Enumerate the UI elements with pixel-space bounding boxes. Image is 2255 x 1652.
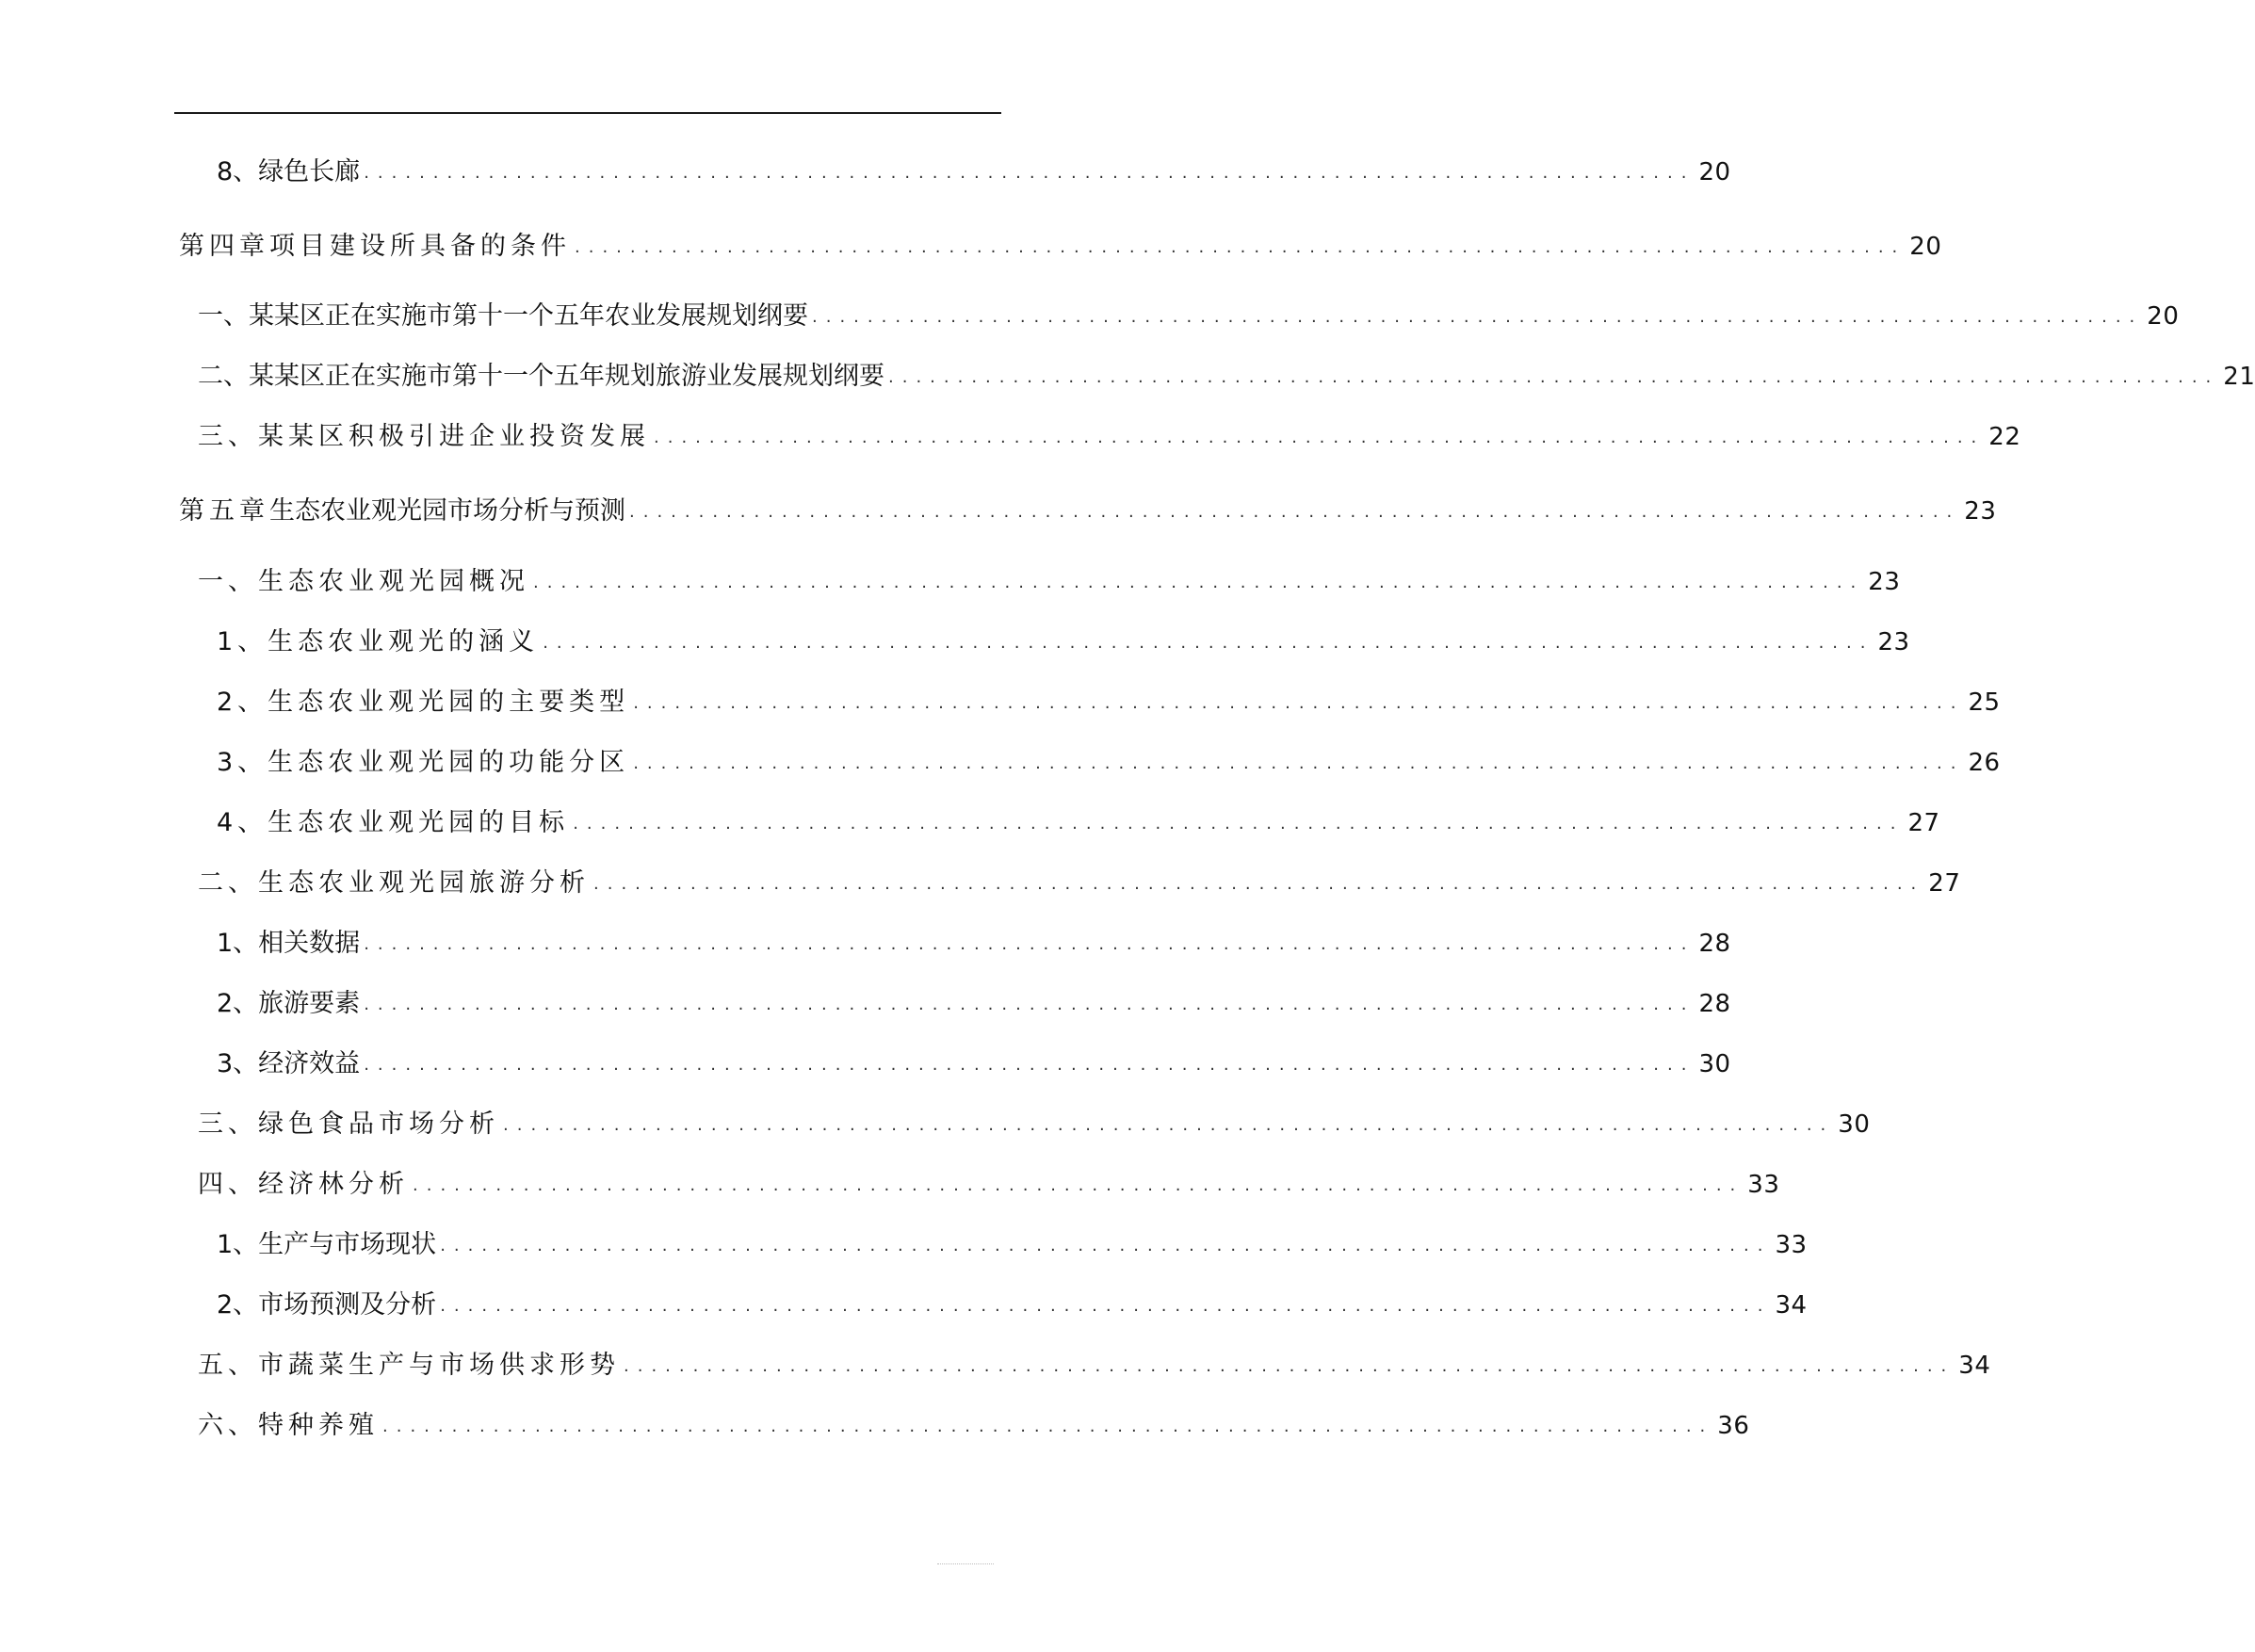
toc-entry[interactable] [198, 300, 2180, 336]
toc-entry-page: 20 [2147, 302, 2180, 331]
toc-entry[interactable] [198, 1409, 1750, 1446]
toc-entry-page: 20 [1909, 233, 1942, 261]
toc-entry-label: 8、绿色长廊 [217, 157, 361, 186]
toc-entry[interactable] [217, 1228, 1808, 1265]
toc-chapter-number: 第四章 [179, 232, 269, 261]
toc-entry-label: 4、生态农业观光园的目标 [217, 808, 570, 837]
toc-leader: ................................................................................................ [575, 237, 1906, 257]
toc-leader: ................................................................................................ [543, 633, 1874, 653]
toc-entry-page: 28 [1698, 930, 1731, 958]
toc-entry[interactable] [217, 806, 1940, 843]
toc-entry-page: 36 [1717, 1412, 1750, 1440]
toc-entry-label: 1、相关数据 [217, 929, 361, 958]
toc-leader: ................................................................................................ [629, 502, 1961, 522]
toc-entry[interactable] [217, 686, 2001, 722]
footer-mark [937, 1563, 994, 1564]
toc-entry-label: 1、生态农业观光的涵义 [217, 627, 540, 656]
toc-entry-page: 26 [1968, 749, 2001, 777]
toc-leader: ................................................................................................ [533, 573, 1865, 592]
toc-entry-label: 3、经济效益 [217, 1049, 361, 1078]
toc-entry[interactable] [217, 746, 2001, 783]
toc-entry[interactable] [217, 625, 1910, 662]
toc-entry-page: 30 [1698, 1050, 1731, 1078]
toc-entry[interactable] [198, 565, 1901, 602]
toc-entry[interactable] [198, 420, 2021, 457]
toc-entry[interactable] [217, 1288, 1808, 1325]
toc-entry[interactable] [198, 866, 1961, 903]
toc-chapter-number: 第五章 [179, 496, 269, 526]
toc-entry[interactable] [198, 1349, 1991, 1385]
toc-chapter-title: 生态农业观光园市场分析与预测 [269, 496, 625, 526]
toc-entry-label: 三、某某区积极引进企业投资发展 [198, 422, 650, 451]
toc-leader: ................................................................................................ [888, 367, 2220, 387]
toc-entry-label: 二、某某区正在实施市第十一个五年规划旅游业发展规划纲要 [198, 362, 884, 391]
toc-entry-label: 一、生态农业观光园概况 [198, 567, 529, 596]
toc-entry-label: 1、生产与市场现状 [217, 1230, 437, 1259]
toc-entry-label: 3、生态农业观光园的功能分区 [217, 748, 630, 777]
toc-leader: ................................................................................................ [413, 1175, 1744, 1195]
toc-leader: ................................................................................................ [382, 1417, 1714, 1436]
toc-entry-page: 33 [1747, 1171, 1780, 1199]
toc-leader: ................................................................................................ [573, 814, 1905, 834]
toc-entry[interactable] [217, 155, 1731, 192]
toc-leader: ................................................................................................ [364, 934, 1695, 954]
toc-leader: ................................................................................................ [812, 307, 2144, 327]
toc-entry-page: 30 [1838, 1110, 1871, 1139]
toc-leader: ................................................................................................ [633, 753, 1965, 773]
toc-entry[interactable] [198, 1108, 1871, 1144]
toc-leader: ................................................................................................ [440, 1296, 1772, 1316]
toc-chapter-title: 项目建设所具备的条件 [269, 232, 571, 261]
toc-leader: ................................................................................................ [593, 874, 1925, 894]
toc-entry-page: 23 [1964, 497, 1997, 526]
toc-entry-label: 一、某某区正在实施市第十一个五年农业发展规划纲要 [198, 301, 808, 331]
toc-entry[interactable] [217, 987, 1731, 1024]
toc-leader: ................................................................................................ [440, 1236, 1772, 1255]
toc-entry-label: 2、生态农业观光园的主要类型 [217, 688, 630, 717]
toc-entry-page: 21 [2223, 363, 2255, 391]
toc-entry[interactable] [217, 927, 1731, 964]
toc-entry-page: 25 [1968, 688, 2001, 717]
toc-entry-label: 五、市蔬菜生产与市场供求形势 [198, 1351, 620, 1380]
toc-entry-label: 三、绿色食品市场分析 [198, 1109, 499, 1139]
toc-entry-chapter[interactable] [179, 230, 1942, 267]
toc-entry-label: 2、旅游要素 [217, 989, 361, 1018]
toc-entry-label: 2、市场预测及分析 [217, 1290, 437, 1320]
toc-entry-label: 二、生态农业观光园旅游分析 [198, 868, 590, 898]
toc-leader: ................................................................................................ [364, 995, 1695, 1014]
toc-leader: ................................................................................................ [364, 1055, 1695, 1075]
toc-entry-chapter[interactable] [179, 494, 1997, 531]
toc-leader: ................................................................................................ [633, 693, 1965, 713]
toc-entry[interactable] [198, 360, 2255, 397]
toc-entry-page: 22 [1988, 423, 2021, 451]
toc-entry[interactable] [217, 1047, 1731, 1084]
toc-entry-page: 28 [1698, 990, 1731, 1018]
toc-entry-label: 四、经济林分析 [198, 1170, 409, 1199]
toc-entry-page: 23 [1868, 568, 1901, 596]
toc-entry-page: 27 [1928, 869, 1961, 898]
toc-entry-label: 六、特种养殖 [198, 1411, 379, 1440]
toc-entry-page: 20 [1698, 158, 1731, 186]
toc-entry-page: 34 [1775, 1291, 1808, 1320]
toc-entry-page: 23 [1877, 628, 1910, 656]
toc-entry-page: 34 [1958, 1352, 1991, 1380]
toc-leader: ................................................................................................ [654, 428, 1986, 447]
toc-leader: ................................................................................................ [364, 163, 1695, 183]
toc-entry-page: 33 [1775, 1231, 1808, 1259]
toc-leader: ................................................................................................ [624, 1356, 1955, 1376]
toc-leader: ................................................................................................ [503, 1115, 1835, 1135]
toc-entry-page: 27 [1907, 809, 1940, 837]
toc-entry[interactable] [198, 1168, 1780, 1205]
